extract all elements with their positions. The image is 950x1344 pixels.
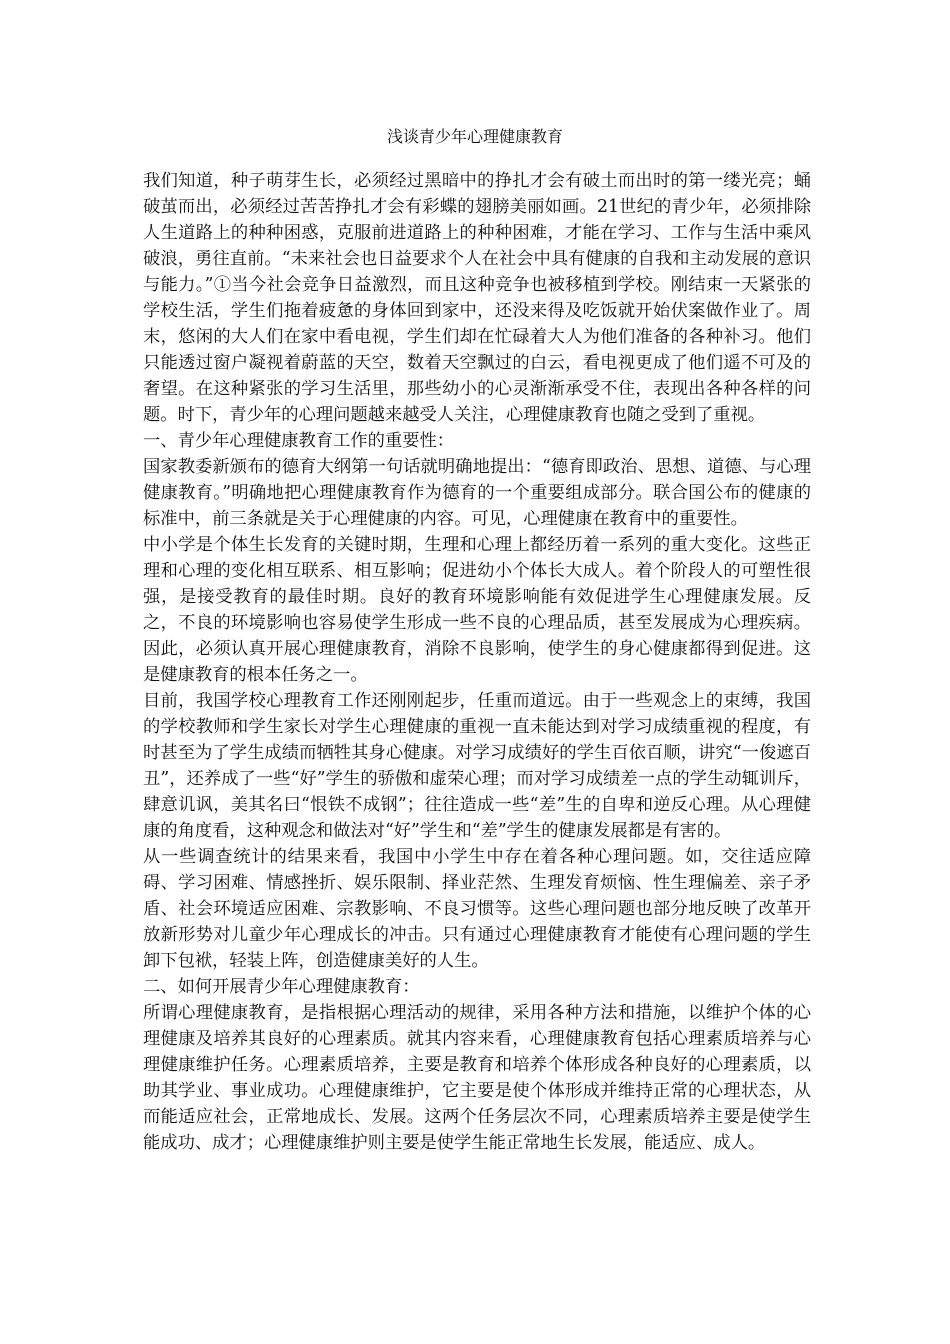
paragraph-definition: 所谓心理健康教育，是指根据心理活动的规律，采用各种方法和措施，以维护个体的心理健康及培养其良好的心理素质。就其内容来看，心理健康教育包括心理素质培养与心理健康维护任务。心理素质培养，主要是教育和培养个体形成各种良好的心理素质，以助其学业、事业成功。心理健康维护，它主要是使个体形成并维持正常的心理状态，从而能适应社会，正常地成长、发展。这两个任务层次不同，心理素质培养主要是使学生能成功、成才；心理健康维护则主要是使学生能正常地生长发展，能适应、成人。 bbox=[143, 1003, 811, 1153]
section-heading-2: 二、如何开展青少年心理健康教育： bbox=[143, 977, 420, 997]
paragraph-moral-education: 国家教委新颁布的德育大纲第一句话就明确地提出：“德育即政治、思想、道德、与心理健康教育。”明确地把心理健康教育作为德育的一个重要组成部分。联合国公布的健康的标准中，前三条就是关于心理健康的内容。可见，心理健康在教育中的重要性。 bbox=[143, 457, 811, 529]
paragraph-current-situation: 目前，我国学校心理教育工作还刚刚起步，任重而道远。由于一些观念上的束缚，我国的学校教师和学生家长对学生心理健康的重视一直未能达到对学习成绩重视的程度，有时甚至为了学生成绩而牺牲其身心健康。对学习成绩好的学生百依百顺，讲究“一俊遮百丑”，还养成了一些“好”学生的骄傲和虚荣心理；而对学习成绩差一点的学生动辄训斥，肆意讥讽，美其名曰“恨铁不成钢”；往往造成一些“差”生的自卑和逆反心理。从心理健康的角度看，这种观念和做法对“好”学生和“差”学生的健康发展都是有害的。 bbox=[143, 691, 811, 841]
paragraph-intro: 我们知道，种子萌芽生长，必须经过黑暗中的挣扎才会有破土而出时的第一缕光亮；蛹破茧而出，必须经过苦苦挣扎才会有彩蝶的翅膀美丽如画。21世纪的青少年，必须排除人生道路上的种种困惑，克服前进道路上的种种困难，才能在学习、工作与生活中乘风破浪，勇往直前。“未来社会也日益要求个人在社会中具有健康的自我和主动发展的意识与能力。”①当今社会竞争日益激烈，而且这种竞争也被移植到学校。刚结束一天紧张的学校生活，学生们拖着疲惫的身体回到家中，还没来得及吃饭就开始伏案做作业了。周末，悠闲的大人们在家中看电视，学生们却在忙碌着大人为他们准备的各种补习。他们只能透过窗户凝视着蔚蓝的天空，数着天空飘过的白云，看电视更成了他们遥不可及的奢望。在这种紧张的学习生活里，那些幼小的心灵渐渐承受不住，表现出各种各样的问题。时下，青少年的心理问题越来越受人关注，心理健康教育也随之受到了重视。 bbox=[143, 171, 811, 425]
paragraph-growth-period: 中小学是个体生长发育的关键时期，生理和心理上都经历着一系列的重大变化。这些正理和心理的变化相互联系、相互影响；促进幼小个体长大成人。着个阶段人的可塑性很强，是接受教育的最佳时期。良好的教育环境影响能有效促进学生心理健康发展。反之，不良的环境影响也容易使学生形成一些不良的心理品质，甚至发展成为心理疾病。因此，必须认真开展心理健康教育，消除不良影响，使学生的身心健康都得到促进。这是健康教育的根本任务之一。 bbox=[143, 535, 811, 685]
paragraph-survey-results: 从一些调查统计的结果来看，我国中小学生中存在着各种心理问题。如，交往适应障碍、学习困难、情感挫折、娱乐限制、择业茫然、生理发育烦恼、性生理偏差、亲子矛盾、社会环境适应困难、宗教影响、不良习惯等。这些心理问题也部分地反映了改革开放新形势对儿童少年心理成长的冲击。只有通过心理健康教育才能使有心理问题的学生卸下包袱，轻装上阵，创造健康美好的人生。 bbox=[143, 847, 811, 971]
document-title: 浅谈青少年心理健康教育 bbox=[386, 127, 563, 146]
section-heading-1: 一、青少年心理健康教育工作的重要性： bbox=[143, 431, 455, 451]
document-body bbox=[143, 168, 811, 1156]
